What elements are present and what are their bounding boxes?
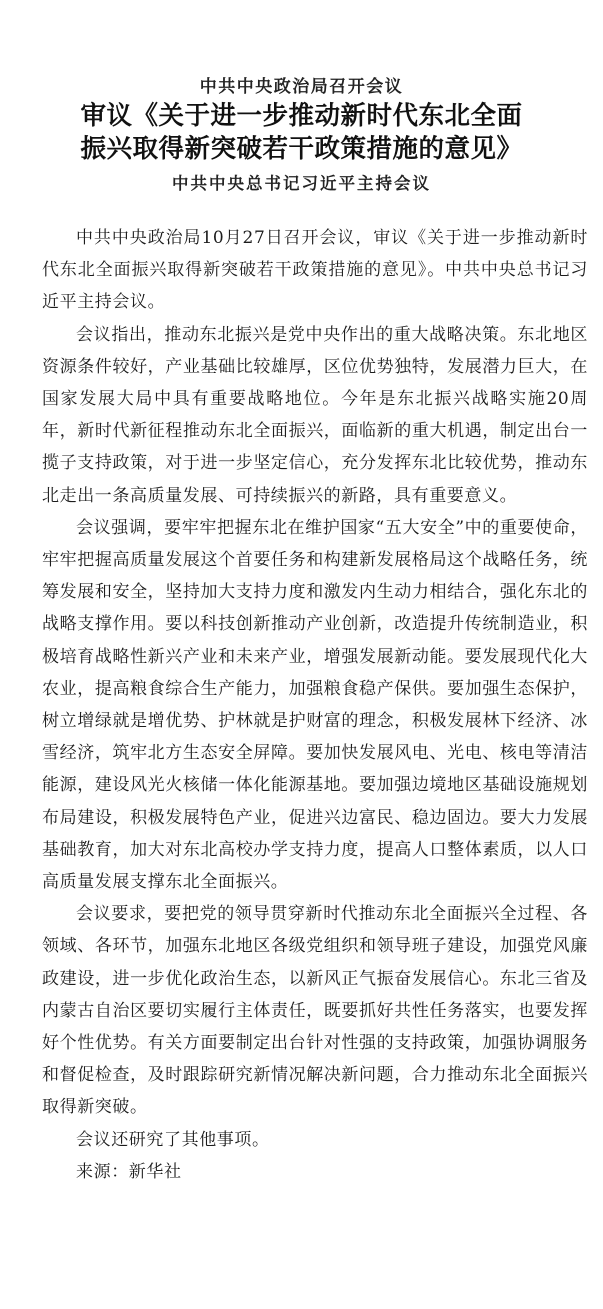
article-source: 来源：新华社 bbox=[76, 1161, 182, 1182]
article-subtitle: 中共中央总书记习近平主持会议 bbox=[172, 174, 431, 193]
paragraph-2: 会议指出，推动东北振兴是党中央作出的重大战略决策。东北地区资源条件较好，产业基础比较雄厚，区位优势独特，发展潜力巨大，在国家发展大局中具有重要战略地位。今年是东北振兴战略实施20周年，新时代新征程推动东北全面振兴，面临新的重大机遇，制定出台一揽子支持政策，对于进一步坚定信心，充分发挥东北比较优势，推动东北走出一条高质量发展、可持续振兴的新路，具有重要意义。 bbox=[42, 324, 588, 506]
headline-line-1: 审议《关于进一步推动新时代东北全面 bbox=[80, 101, 523, 131]
article-body bbox=[42, 222, 588, 1188]
article-kicker: 中共中央政治局召开会议 bbox=[199, 77, 404, 97]
article-headline bbox=[0, 100, 603, 166]
paragraph-1: 中共中央政治局10月27日召开会议，审议《关于进一步推动新时代东北全面振兴取得新突破若干政策措施的意见》。中共中央总书记习近平主持会议。 bbox=[42, 228, 588, 313]
headline-line-2: 振兴取得新突破若干政策措施的意见》 bbox=[80, 134, 523, 164]
paragraph-5: 会议还研究了其他事项。 bbox=[76, 1129, 270, 1150]
paragraph-3: 会议强调，要牢牢把握东北在维护国家“五大安全”中的重要使命，牢牢把握高质量发展这个首要任务和构建新发展格局这个战略任务，统筹发展和安全，坚持加大支持力度和激发内生动力相结合，强化东北的战略支撑作用。要以科技创新推动产业创新，改造提升传统制造业，积极培育战略性新兴产业和未来产业，增强发展新动能。要发展现代化大农业，提高粮食综合生产能力，加强粮食稳产保供。要加强生态保护，树立增绿就是增优势、护林就是护财富的理念，积极发展林下经济、冰雪经济，筑牢北方生态安全屏障。要加快发展风电、光电、核电等清洁能源，建设风光火核储一体化能源基地。要加强边境地区基础设施规划布局建设，积极发展特色产业，促进兴边富民、稳边固边。要大力发展基础教育，加大对东北高校办学支持力度，提高人口整体素质，以人口高质量发展支撑东北全面振兴。 bbox=[42, 517, 588, 893]
paragraph-4: 会议要求，要把党的领导贯穿新时代推动东北全面振兴全过程、各领域、各环节，加强东北地区各级党组织和领导班子建设，加强党风廉政建设，进一步优化政治生态，以新风正气振奋发展信心。东北三省及内蒙古自治区要切实履行主体责任，既要抓好共性任务落实，也要发挥好个性优势。有关方面要制定出台针对性强的支持政策，加强协调服务和督促检查，及时跟踪研究新情况解决新问题，合力推动东北全面振兴取得新突破。 bbox=[42, 904, 588, 1118]
